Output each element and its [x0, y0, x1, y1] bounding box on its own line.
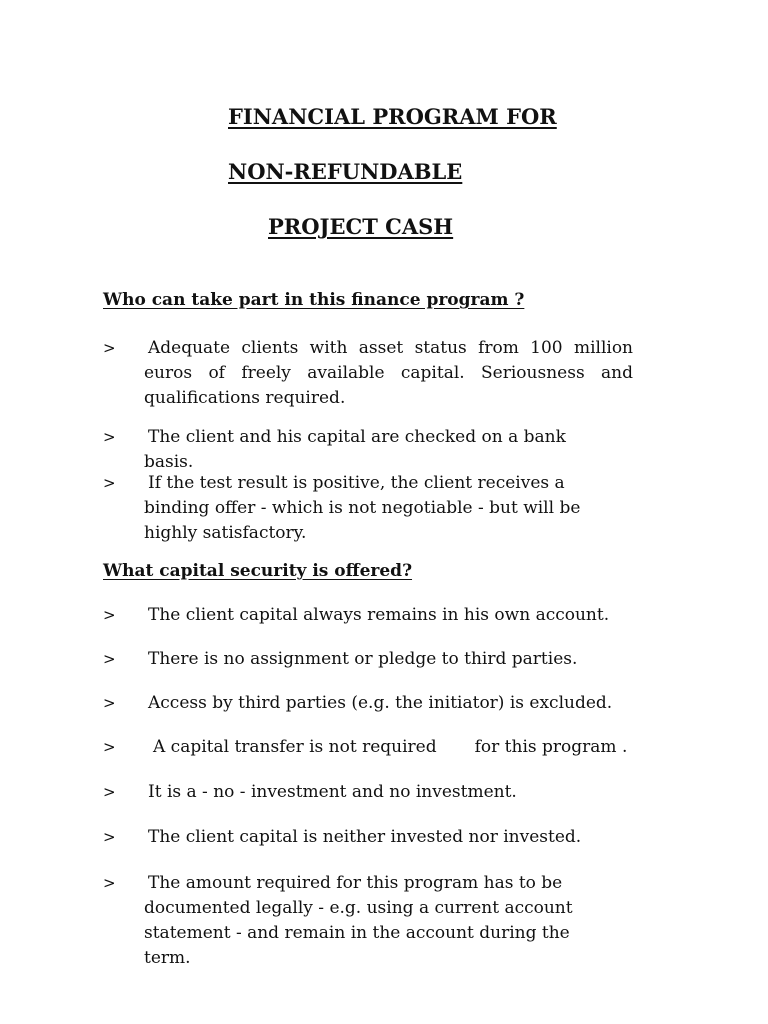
bullet-marker: >	[103, 783, 116, 801]
list-item-text: It is a - no - investment and no investment.	[148, 782, 517, 802]
list-item	[103, 691, 614, 716]
bullet-marker: >	[103, 650, 116, 668]
list-item-text: Access by third parties (e.g. the initiator) is excluded.	[148, 693, 613, 713]
list-item	[103, 735, 644, 760]
list-item	[103, 603, 614, 628]
list-item-text: Adequate clients with asset status from 100 million euros of freely available capital. Seriousness and qualifications required.	[144, 338, 633, 408]
list-item-text: The client and his capital are checked on a bank basis.	[144, 427, 566, 472]
bullet-marker: >	[103, 474, 116, 492]
list-item-text: The client capital always remains in his own account.	[148, 605, 610, 625]
list-item-text: The amount required for this program has to be documented legally - e.g. using a current account statement - and remain in the account during the term.	[144, 873, 573, 968]
bullet-marker: >	[103, 339, 116, 357]
bullet-marker: >	[103, 738, 116, 756]
list-item	[103, 825, 614, 850]
section-heading-security: What capital security is offered?	[103, 561, 413, 581]
bullet-marker: >	[103, 828, 116, 846]
bullet-marker: >	[103, 428, 116, 446]
list-item	[103, 871, 589, 971]
bullet-marker: >	[103, 606, 116, 624]
title-line-1: FINANCIAL PROGRAM FOR	[228, 104, 557, 129]
bullet-marker: >	[103, 874, 116, 892]
list-item	[103, 647, 614, 672]
list-item	[103, 425, 614, 475]
title-line-3: PROJECT CASH	[268, 214, 454, 239]
list-item-text	[144, 735, 644, 760]
list-item-text: There is no assignment or pledge to third parties.	[148, 649, 578, 669]
list-item	[103, 336, 633, 411]
list-item-text: The client capital is neither invested nor invested.	[148, 827, 582, 847]
section-heading-participants: Who can take part in this finance program ?	[103, 290, 525, 310]
list-item-text-part: A capital transfer is not required	[153, 737, 437, 757]
list-item-text: If the test result is positive, the client receives a binding offer - which is not negotiable - but will be highly satisfactory.	[144, 473, 581, 543]
list-item	[103, 780, 614, 805]
list-item-text-part: for this program .	[474, 737, 628, 757]
list-item	[103, 471, 599, 546]
bullet-marker: >	[103, 694, 116, 712]
title-line-2: NON-REFUNDABLE	[228, 159, 463, 184]
